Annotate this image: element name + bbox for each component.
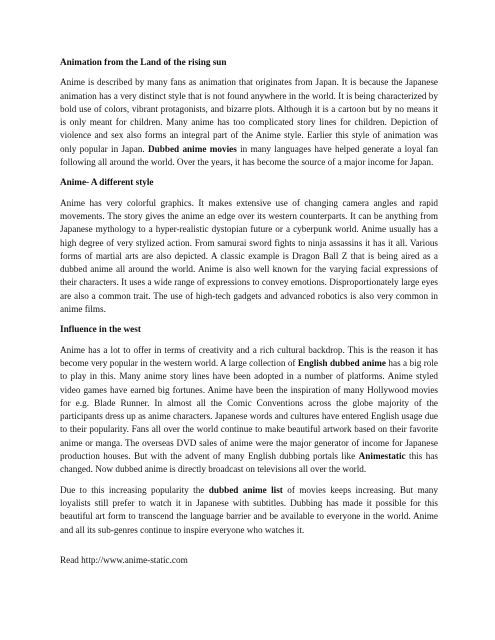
body-paragraph xyxy=(60,344,438,477)
text-run: of movies keeps increasing. But many loyalists still prefer to watch it in Japanese with subtitles. Dubbing has made it possible for this beautiful art form to transcend the language barrier and be available to everyone in the world. Anime and all its sub-genres continue to inspire everyone who watches it. xyxy=(60,484,438,535)
bold-text-run: Animestatic xyxy=(358,451,406,462)
section-heading: Animation from the Land of the rising sun xyxy=(60,57,227,67)
section-heading: Anime- A different style xyxy=(60,177,154,188)
text-run: this has changed. Now dubbed anime is directly broadcast on televisions all over the world. xyxy=(60,451,438,475)
section-different-style xyxy=(60,176,438,316)
text-run: in many languages have helped generate a loyal fan following all around the world. Over the years, it has become the source of a major income for Japan. xyxy=(60,143,439,168)
section-heading: Influence in the west xyxy=(60,324,141,335)
section-influence-west xyxy=(60,323,438,536)
text-run: Anime has a lot to offer in terms of creativity and a rich cultural backdrop. This is the reason it has become very popular in the western world. A large collection of xyxy=(60,344,438,368)
bold-text-run: Dubbed anime movies xyxy=(148,143,237,154)
bold-text-run: English dubbed anime xyxy=(297,357,386,368)
body-paragraph xyxy=(60,76,438,169)
text-run: Anime is described by many fans as animation that originates from Japan. It is because the Japanese animation has a very distinct style that is not found anywhere in the world. It is being characterized by bold use of colors, vibrant protagonists, and bizarre plots. Although it is a cartoon but by no means it is only meant for children. Many anime has too complicated story lines for children. Depiction of violence and sex also forms an integral part of the Anime style. Earlier this style of animation was only popular in Japan. xyxy=(60,77,438,154)
text-run: Due to this increasing popularity the xyxy=(60,484,209,495)
footer-link-text: Read http://www.anime-static.com xyxy=(60,554,188,565)
text-run: Anime has very colorful graphics. It makes extensive use of changing camera angles and rapid movements. The story gives the anime an edge over its western counterparts. It can be anything from Japanese mythology to a hyper-realistic dystopian future or a cyberpunk world. Anime usually has a high degree of very stylized action. From samurai sword fights to ninja assassins it has it all. Various forms of martial arts are also depicted. A classic example is Dragon Ball Z that is being aired as a dubbed anime all around the world. Anime is also well known for the varying facial expressions of their characters. It uses a wide range of expressions to convey emotions. Disproportionately large eyes are also a common trait. The use of high-tech gadgets and advanced robotics is also very common in anime films. xyxy=(60,197,438,315)
section-rising-sun xyxy=(60,56,438,169)
body-paragraph xyxy=(60,484,438,537)
text-run: has a big role to play in this. Many anime story lines have been adopted in a number of platforms. Anime styled video games have earned big fortunes. Anime have been the inspiration of many Hollywood movies for e.g. Blade Runner. In almost all the Comic Conventions across the globe majority of the participants dress up as anime characters. Japanese words and cultures have entered English usage due to their popularity. Fans all over the world continue to make beautiful artwork based on their favorite anime or manga. The overseas DVD sales of anime were the major generator of income for Japanese production houses. But with the advent of many English dubbing portals like xyxy=(60,357,438,462)
body-paragraph xyxy=(60,197,438,317)
footer-spacer xyxy=(60,544,438,554)
document-page xyxy=(60,56,438,574)
bold-text-run: dubbed anime list xyxy=(208,484,283,495)
